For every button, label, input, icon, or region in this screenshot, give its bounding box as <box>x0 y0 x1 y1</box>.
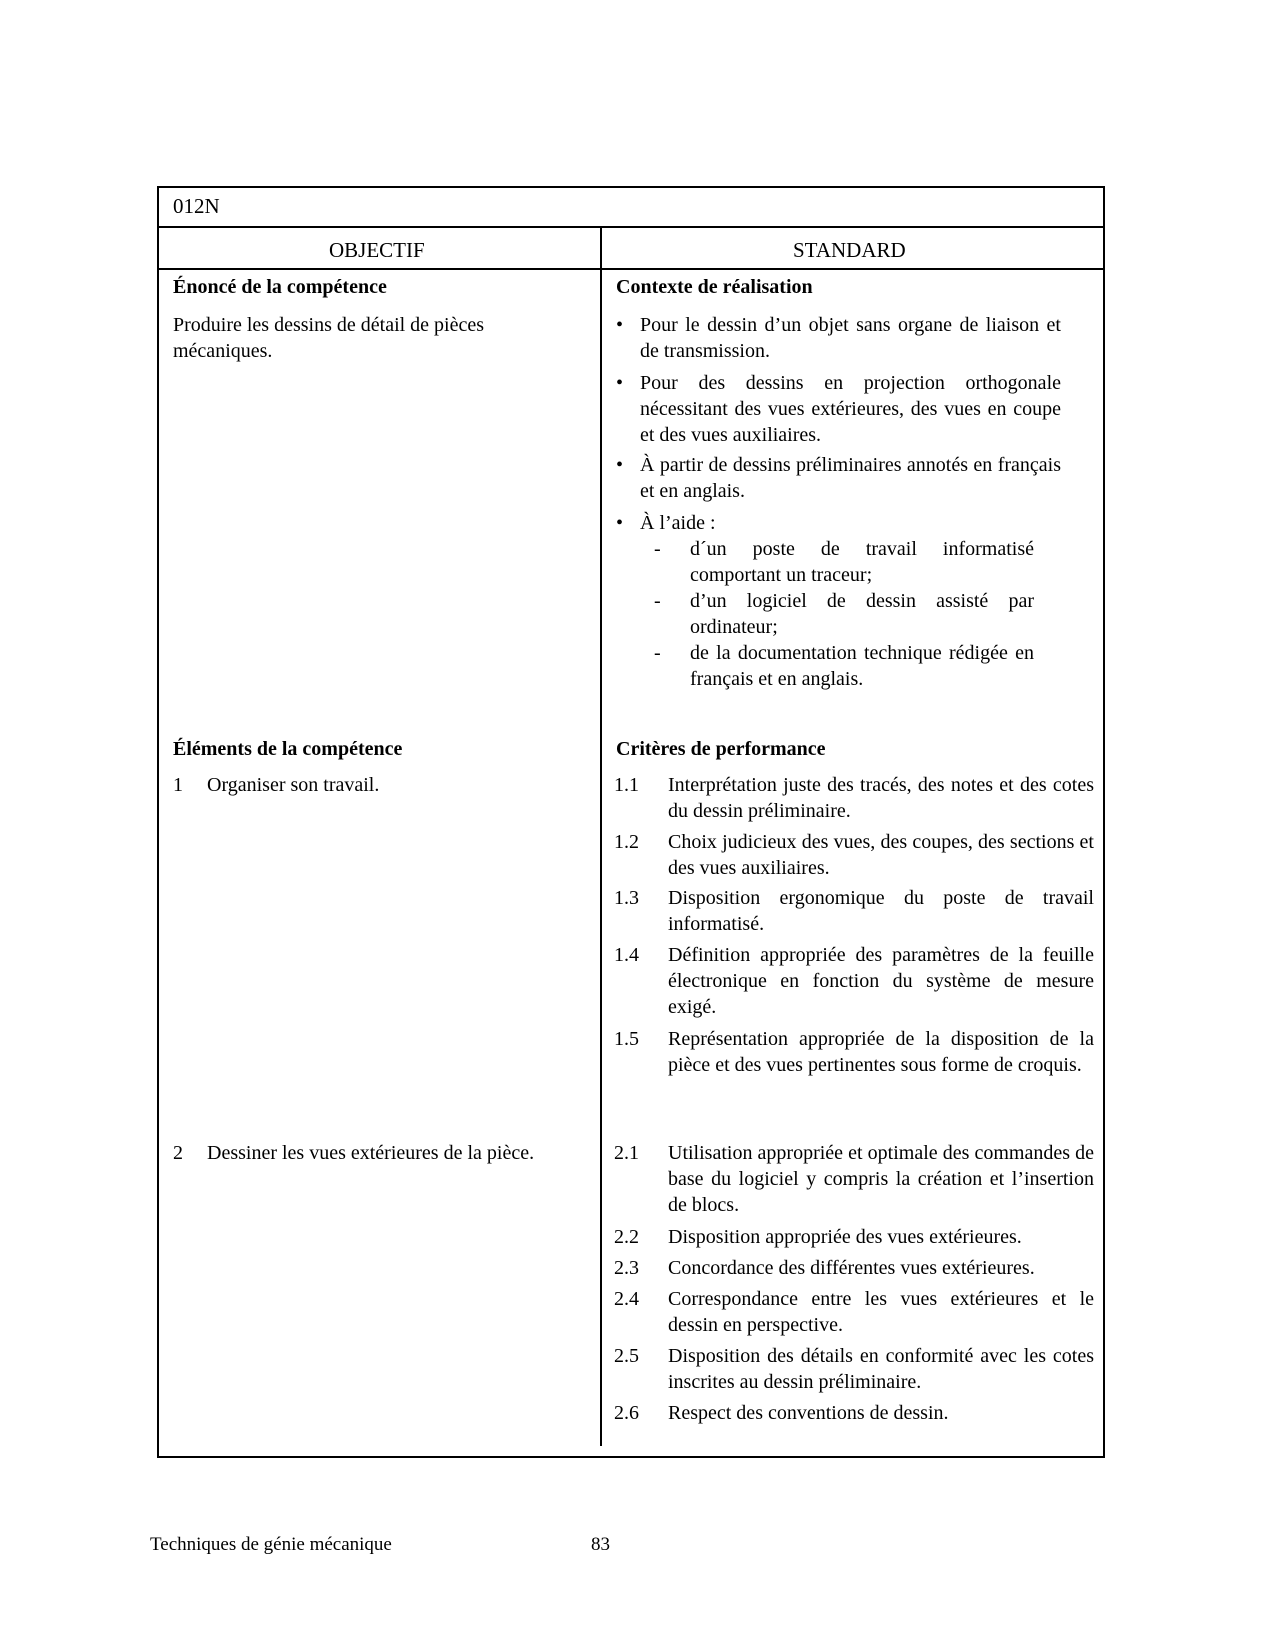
competence-table <box>157 186 1105 1458</box>
bullet-icon: • <box>616 372 624 394</box>
enonce-text: Produire les dessins de détail de pièces mécaniques. <box>173 314 485 362</box>
header-standard: STANDARD <box>793 238 906 262</box>
contexte-item: • Pour des dessins en projection orthogonale nécessitant des vues extérieures, des vues en coupe et des vues auxiliaires. <box>616 372 1061 446</box>
critere-item: 2.3 Concordance des différentes vues extérieures. <box>614 1257 1035 1279</box>
header-top-rule <box>159 226 1103 228</box>
critere-item: 2.5 Disposition des détails en conformité avec les cotes inscrites au dessin préliminaire. <box>614 1345 1094 1393</box>
column-divider <box>600 228 602 1446</box>
bullet-icon: • <box>616 454 624 476</box>
footer-program: Techniques de génie mécanique <box>150 1534 392 1555</box>
contexte-subitem: - de la documentation technique rédigée en français et en anglais. <box>654 642 1034 690</box>
critere-item: 1.3 Disposition ergonomique du poste de travail informatisé. <box>614 887 1094 935</box>
critere-item: 1.1 Interprétation juste des tracés, des notes et des cotes du dessin préliminaire. <box>614 774 1094 822</box>
criteres-title: Critères de performance <box>616 738 826 760</box>
elements-title: Éléments de la compétence <box>173 738 403 760</box>
bullet-icon: • <box>616 314 624 336</box>
critere-item: 2.1 Utilisation appropriée et optimale des commandes de base du logiciel y compris la création et l’insertion de blocs. <box>614 1142 1094 1216</box>
element-item: 1 Organiser son travail. <box>173 774 380 796</box>
dash-icon: - <box>654 590 661 612</box>
header-bottom-rule <box>159 268 1103 270</box>
contexte-subitem: - d’un logiciel de dessin assisté par ordinateur; <box>654 590 1034 638</box>
critere-item: 2.4 Correspondance entre les vues extérieures et le dessin en perspective. <box>614 1288 1094 1336</box>
contexte-item: • À partir de dessins préliminaires annotés en français et en anglais. <box>616 454 1061 502</box>
dash-icon: - <box>654 642 661 664</box>
dash-icon: - <box>654 538 661 560</box>
contexte-subitem: - d´un poste de travail informatisé comportant un traceur; <box>654 538 1034 586</box>
critere-item: 2.2 Disposition appropriée des vues extérieures. <box>614 1226 1022 1248</box>
enonce-title: Énoncé de la compétence <box>173 276 387 298</box>
element-item: 2 Dessiner les vues extérieures de la pièce. <box>173 1142 535 1164</box>
critere-item: 2.6 Respect des conventions de dessin. <box>614 1402 949 1424</box>
contexte-title: Contexte de réalisation <box>616 276 813 298</box>
critere-item: 1.2 Choix judicieux des vues, des coupes, des sections et des vues auxiliaires. <box>614 831 1094 879</box>
critere-item: 1.4 Définition appropriée des paramètres de la feuille électronique en fonction du système de mesure exigé. <box>614 944 1094 1018</box>
contexte-item: • Pour le dessin d’un objet sans organe de liaison et de transmission. <box>616 314 1061 362</box>
competence-code: 012N <box>173 194 220 218</box>
footer-page-number: 83 <box>591 1534 610 1555</box>
bullet-icon: • <box>616 512 624 534</box>
contexte-item: • À l’aide : <box>616 512 716 534</box>
critere-item: 1.5 Représentation appropriée de la disposition de la pièce et des vues pertinentes sous forme de croquis. <box>614 1028 1094 1076</box>
header-objectif: OBJECTIF <box>329 238 425 262</box>
